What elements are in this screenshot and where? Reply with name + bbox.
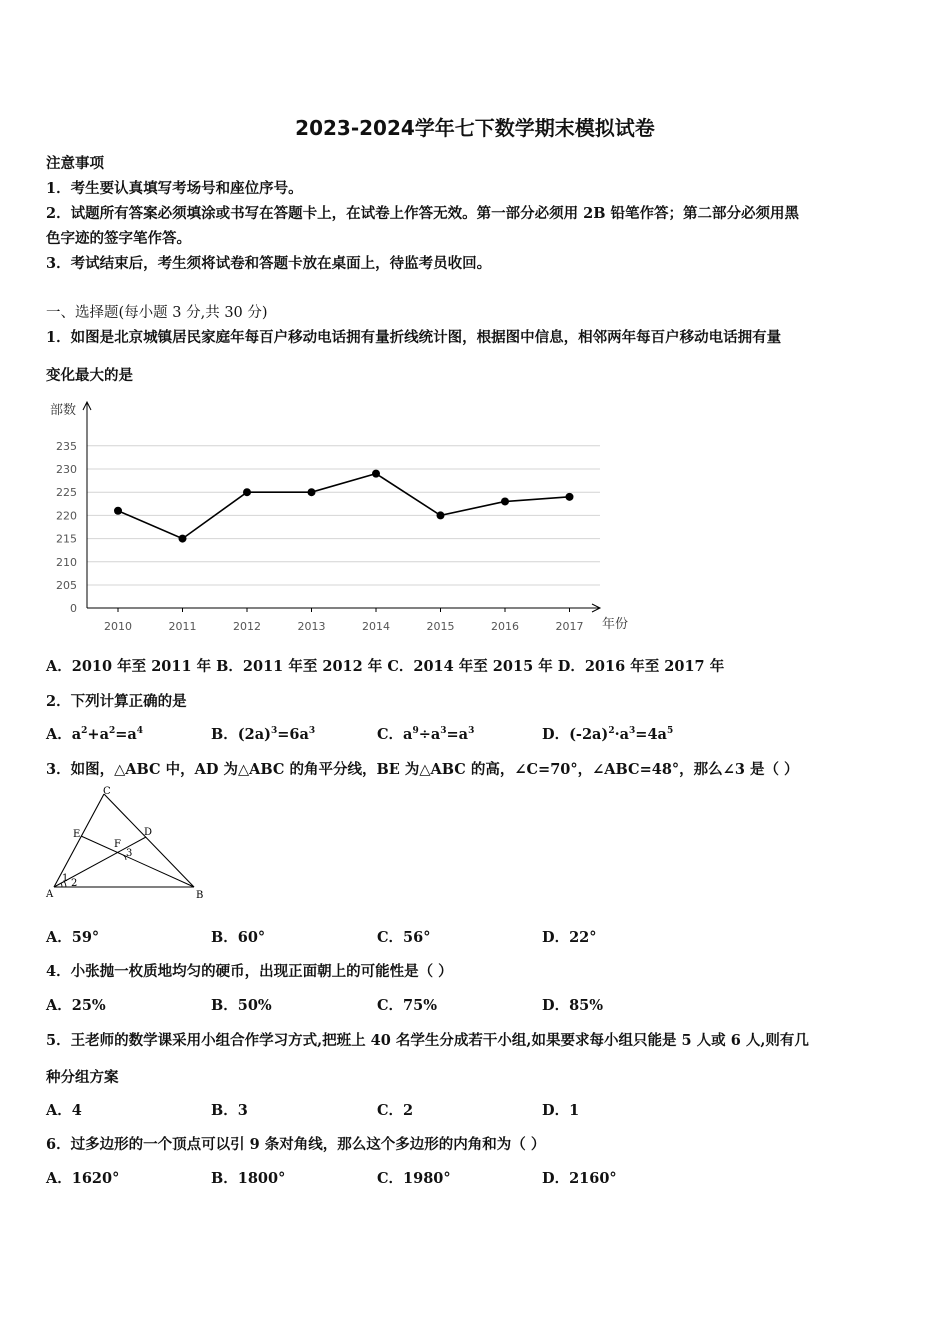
data-point-2010 (114, 507, 122, 515)
y-tick-label: 225 (56, 486, 77, 500)
q3-triangle-figure (44, 786, 214, 906)
y-tick-label: 0 (70, 602, 77, 615)
q3-option-d: D．22° (542, 929, 597, 946)
q2-option-c: C．$a^9\div a^3=a^3$ (377, 726, 475, 743)
data-point-2015 (437, 511, 445, 519)
y-tick-label: 215 (56, 532, 77, 546)
x-tick-label: 2014 (362, 620, 390, 633)
q3-option-a: A．59° (46, 929, 100, 946)
q5-option-b: B．3 (211, 1102, 248, 1119)
y-tick-label: 230 (56, 463, 77, 476)
notice-line-2: 2．试题所有答案必须填涂或书写在答题卡上，在试卷上作答无效。第一部分必须用 2B 铅笔作答；第二部分必须用黑 (46, 205, 800, 222)
series-line (118, 474, 570, 539)
notice-line-3: 色字迹的签字笔作答。 (46, 230, 191, 247)
data-point-2017 (566, 493, 574, 501)
y-tick-label: 235 (56, 439, 77, 453)
y-axis-label: 部数 (50, 403, 77, 418)
x-tick-label: 2015 (426, 620, 455, 633)
label-c: C (103, 786, 111, 797)
label-a: A (46, 889, 54, 900)
x-axis-label: 年份 (602, 617, 629, 632)
x-tick-label: 2011 (168, 620, 197, 633)
notice-line-1: 1．考生要认真填写考场号和座位序号。 (46, 180, 303, 197)
q4-option-a: A．25% (46, 997, 106, 1014)
label-b: B (196, 890, 204, 901)
y-tick-label: 205 (56, 579, 77, 592)
x-tick-label: 2012 (233, 620, 261, 633)
data-point-2012 (243, 488, 251, 496)
q5-option-c: C．2 (377, 1102, 414, 1119)
q6-option-b: B．1800° (211, 1170, 286, 1187)
q3-stem: 3．如图，△ABC 中，AD 为△ABC 的角平分线，BE 为△ABC 的高，∠C=70°，∠ABC=48°，那么∠3 是（ ） (46, 761, 799, 778)
x-tick-label: 2010 (104, 620, 132, 633)
label-d: D (144, 827, 153, 838)
q2-option-a: A．$a^2+a^2=a^4$ (46, 726, 144, 743)
q6-option-c: C．1980° (377, 1170, 451, 1187)
q4-option-b: B．50% (211, 997, 272, 1014)
q2-option-d: D．$(-2a)^2\cdot a^3=4a^5$ (542, 726, 674, 743)
q6-stem: 6．过多边形的一个顶点可以引 9 条对角线，那么这个多边形的内角和为（ ） (46, 1136, 546, 1153)
q3-option-b: B．60° (211, 929, 266, 946)
q6-option-a: A．1620° (46, 1170, 120, 1187)
q2-option-b: B．$(2a)^3=6a^3$ (211, 726, 316, 743)
q5-option-a: A．4 (46, 1102, 82, 1119)
q5-stem-line1: 5．王老师的数学课采用小组合作学习方式,把班上 40 名学生分成若干小组,如果要求每小组只能是 5 人或 6 人,则有几 (46, 1032, 809, 1049)
label-f: F (114, 839, 121, 850)
label-e: E (73, 829, 81, 840)
page-title: 2023-2024学年七下数学期末模拟试卷 (295, 116, 655, 140)
label-angle-2: 2 (71, 878, 78, 889)
x-tick-label: 2013 (297, 620, 326, 633)
q3-option-c: C．56° (377, 929, 431, 946)
section-heading: 一、选择题(每小题 3 分,共 30 分) (46, 305, 268, 321)
q5-stem-line2: 种分组方案 (46, 1069, 119, 1086)
label-angle-3: 3 (126, 848, 133, 859)
q1-options: A．2010 年至 2011 年 B．2011 年至 2012 年 C．2014 年至 2015 年 D．2016 年至 2017 年 (46, 658, 725, 675)
q2-stem: 2．下列计算正确的是 (46, 693, 187, 710)
data-point-2016 (501, 497, 509, 505)
label-angle-1: 1 (62, 873, 69, 884)
data-point-2011 (179, 535, 187, 543)
y-tick-label: 220 (56, 509, 77, 523)
x-tick-label: 2016 (491, 620, 519, 633)
q1-line-chart (40, 392, 640, 642)
y-tick-label: 210 (56, 555, 77, 569)
segment-be (81, 836, 194, 887)
q1-stem-line1: 1．如图是北京城镇居民家庭年每百户移动电话拥有量折线统计图，根据图中信息，相邻两年每百户移动电话拥有量 (46, 329, 782, 346)
notice-heading: 注意事项 (46, 155, 104, 172)
q4-option-c: C．75% (377, 997, 437, 1014)
q4-option-d: D．85% (542, 997, 604, 1014)
notice-line-4: 3．考试结束后，考生须将试卷和答题卡放在桌面上，待监考员收回。 (46, 255, 492, 272)
q4-stem: 4．小张抛一枚质地均匀的硬币，出现正面朝上的可能性是（ ） (46, 963, 453, 980)
q5-option-d: D．1 (542, 1102, 580, 1119)
x-tick-label: 2017 (555, 620, 584, 633)
q6-option-d: D．2160° (542, 1170, 617, 1187)
data-point-2014 (372, 470, 380, 478)
data-point-2013 (308, 488, 316, 496)
q1-stem-line2: 变化最大的是 (46, 367, 133, 384)
